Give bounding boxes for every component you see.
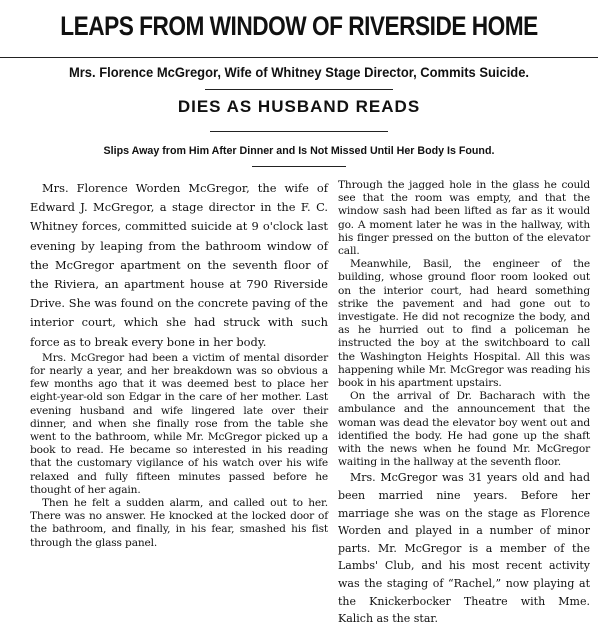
paragraph: On the arrival of Dr. Bacharach with the ambulance and the announcement that the woman was dead the elevator boy went out and identified the body. He had gone up the shaft with the news when he found Mr. McGregor waiting in the hallway at the seventh floor. xyxy=(338,390,590,469)
headline: LEAPS FROM WINDOW OF RIVERSIDE HOME xyxy=(60,11,538,41)
column-2 xyxy=(338,179,590,628)
paragraph: Mrs. McGregor was 31 years old and had been married nine years. Before her marriage she was on the stage as Florence Worden and played in a number of minor parts. Mr. McGregor is a member of the Lambs' Club, and his most recent activity was the staging of “Rachel,” now playing at the Knickerbocker Theatre with Mme. Kalich as the star. xyxy=(338,471,590,626)
subhead-rule xyxy=(205,89,393,90)
deck: DIES AS HUSBAND READS xyxy=(177,97,421,116)
headline-rule xyxy=(0,57,598,58)
subhead: Mrs. Florence McGregor, Wife of Whitney Stage Director, Commits Suicide. xyxy=(68,65,530,80)
paragraph: Meanwhile, Basil, the engineer of the building, whose ground floor room looked out on the interior court, had heard something strike the pavement and had gone out to investigate. He did not recognize the body, and as he hurried out to find a policeman he instructed the boy at the switchboard to call the Washington Heights Hospital. All this was happening while Mr. McGregor was reading his book in his apartment upstairs. xyxy=(338,258,590,390)
deck-rule xyxy=(210,131,388,132)
paragraph: Through the jagged hole in the glass he could see that the room was empty, and that the window sash had been lifted as far as it would go. A moment later he was in the hallway, with his finger pressed on the button of the elevator call. xyxy=(338,179,590,258)
paragraph: Then he felt a sudden alarm, and called out to her. There was no answer. He knocked at the locked door of the bathroom, and finally, in his fear, smashed his fist through the glass panel. xyxy=(30,497,328,549)
subdeck-rule xyxy=(252,166,346,167)
column-1 xyxy=(30,179,328,550)
paragraph: Mrs. McGregor had been a victim of mental disorder for nearly a year, and her breakdown was so obvious a few months ago that it was deemed best to place her eight-year-old son Edgar in the care of her mother. Last evening husband and wife lingered late over their dinner, and when she finally rose from the table she went to the bathroom, while Mr. McGregor picked up a book to read. He became so interested in his reading that the customary vigilance of his watch over his wife relaxed and fully fifteen minutes passed before he thought of her again. xyxy=(30,351,328,496)
paragraph: Mrs. Florence Worden McGregor, the wife of Edward J. McGregor, a stage director in the F. C. Whitney forces, committed suicide at 9 o'clock last evening by leaping from the bathroom window of the McGregor apartment on the seventh floor of the Riviera, an apartment house at 790 Riverside Drive. She was found on the concrete paving of the interior court, which she had struck with such force as to break every bone in her body. xyxy=(30,181,328,349)
subdeck: Slips Away from Him After Dinner and Is Not Missed Until Her Body Is Found. xyxy=(103,145,495,157)
